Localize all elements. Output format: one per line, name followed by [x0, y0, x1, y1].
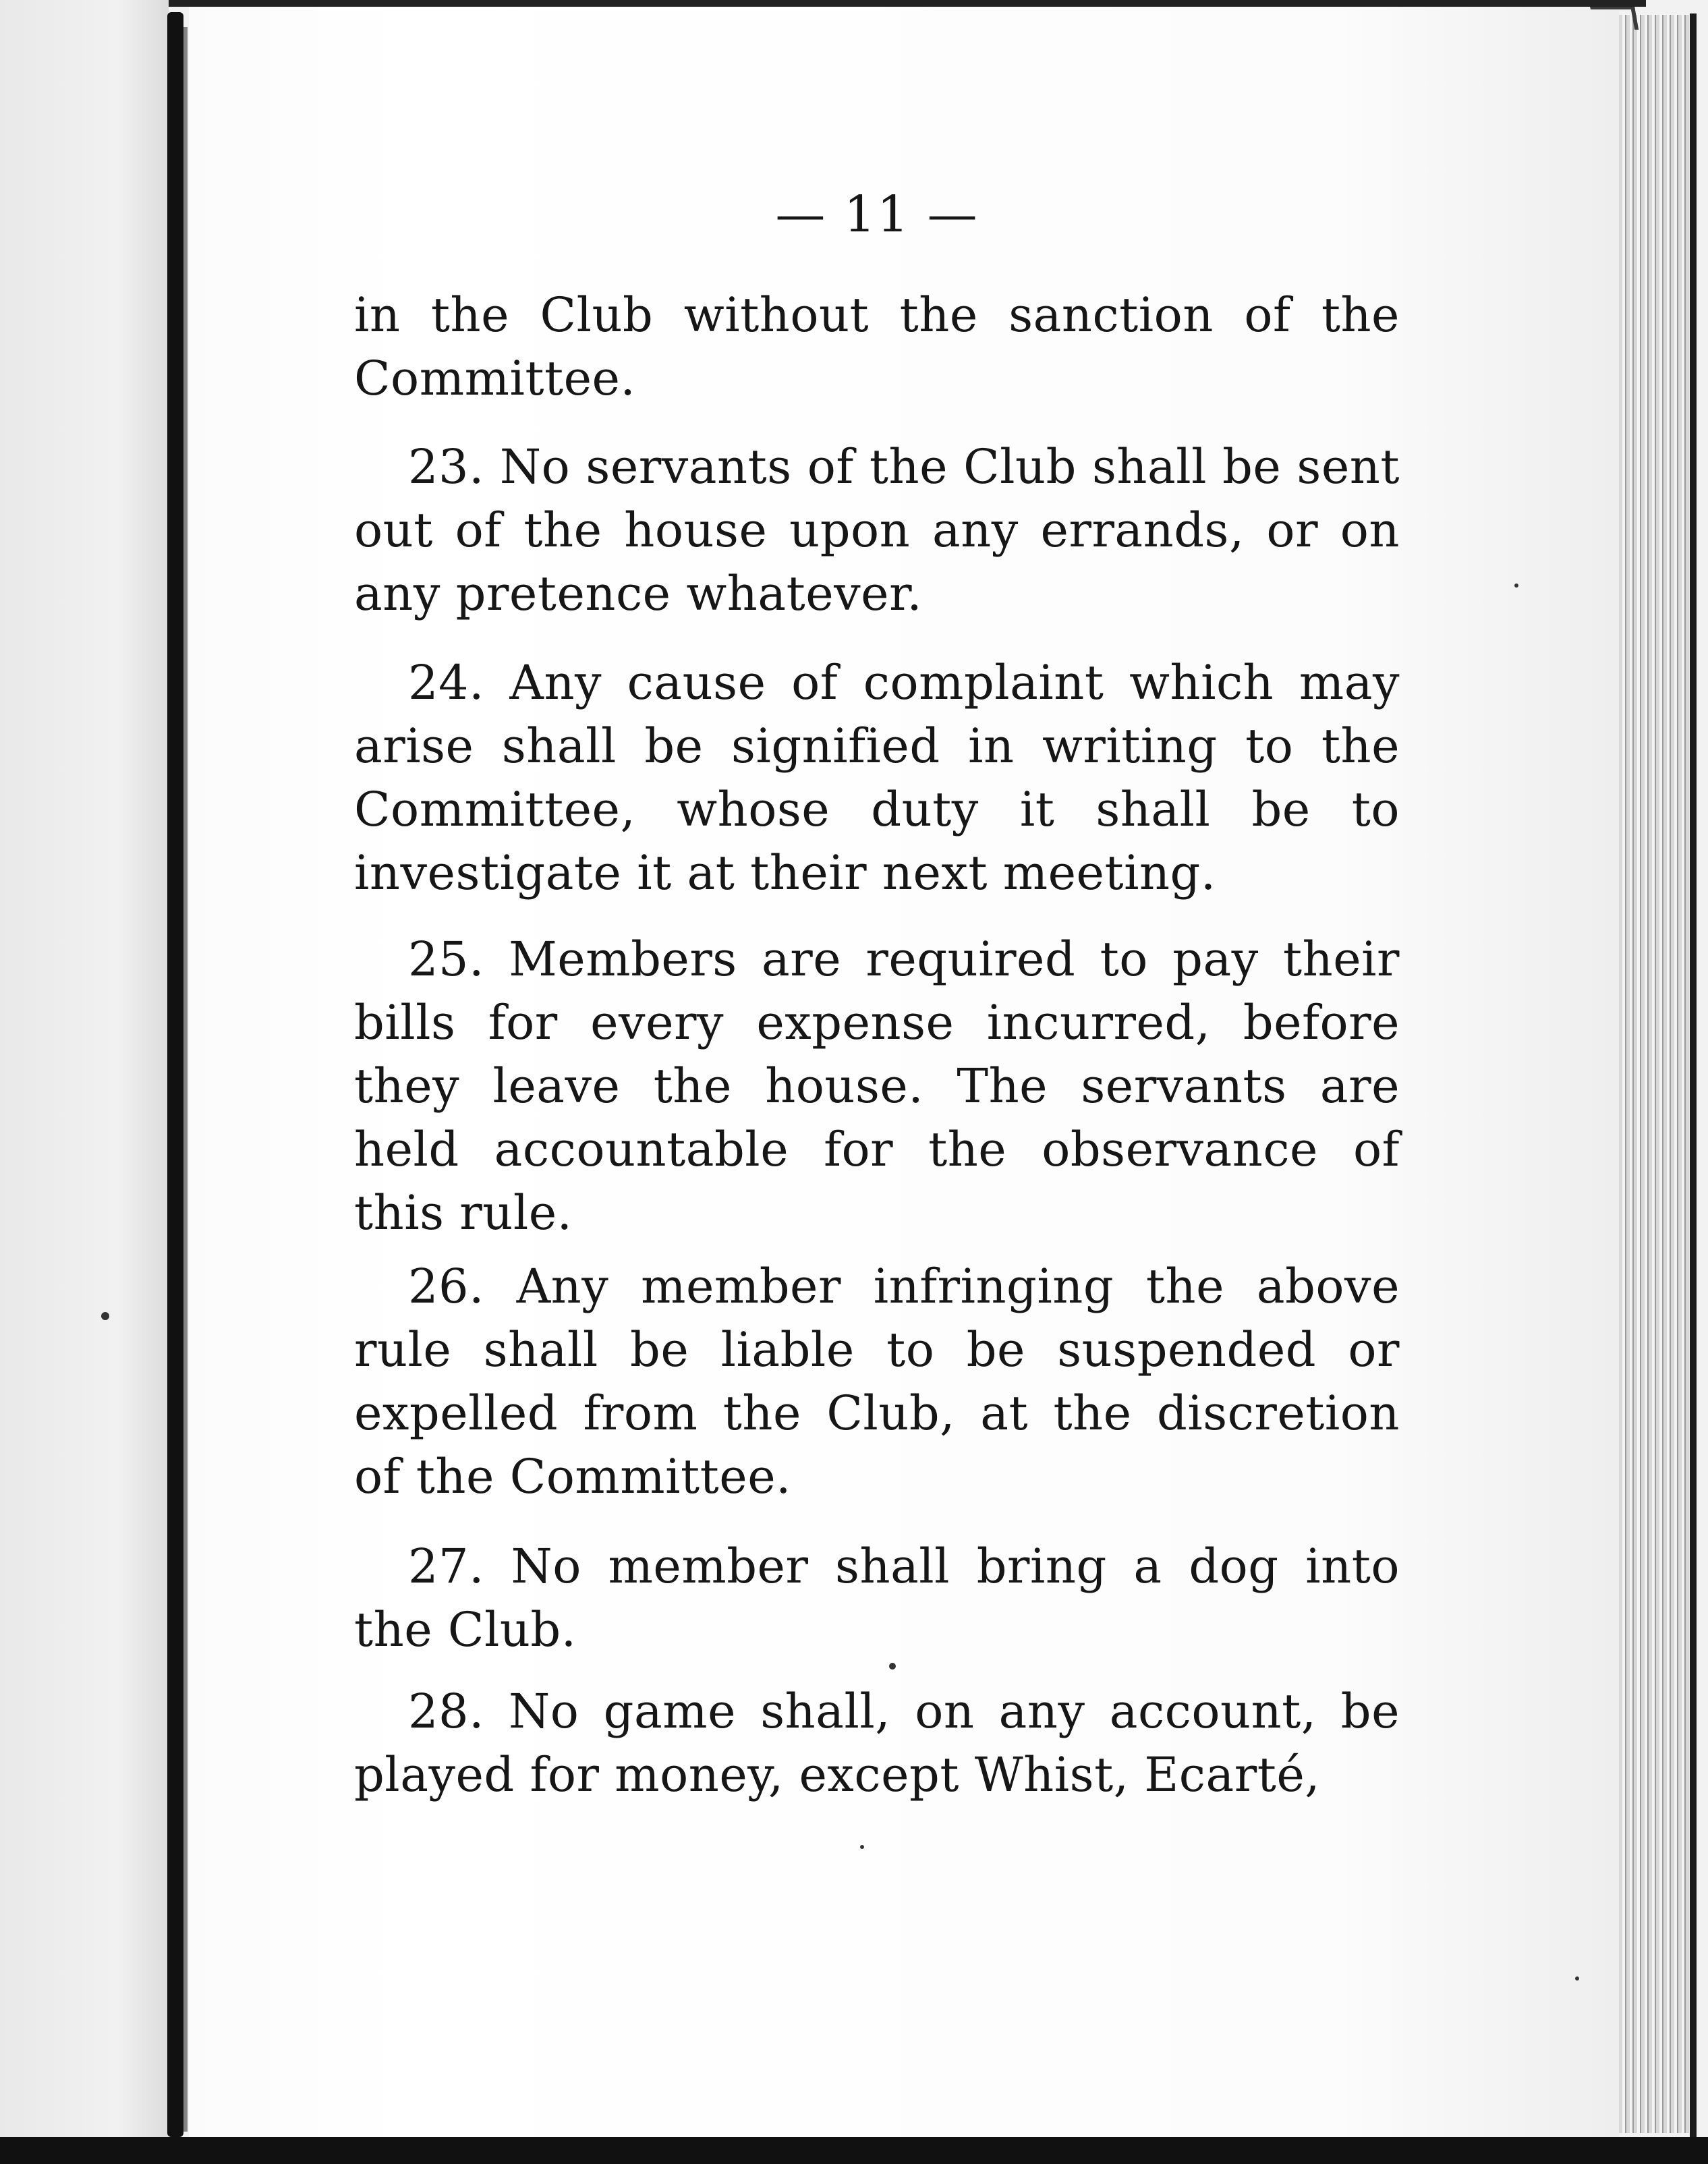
page-corner: [1590, 5, 1639, 30]
left-page-edge: [0, 0, 169, 2164]
rule-24: [354, 651, 1400, 905]
speck: [1575, 1976, 1579, 1981]
rule-28-text: 28. No game shall, on any account, be played for money, except Whist, Ecarté,: [354, 1684, 1400, 1802]
rule-26: [354, 1255, 1400, 1508]
rule-23: [354, 435, 1400, 625]
rule-27: [354, 1535, 1400, 1661]
page-stack-edges: [1619, 15, 1697, 2133]
rule-25: [354, 928, 1400, 1245]
rule-23-text: 23. No servants of the Club shall be sent out of the house upon any errands, or on any pretence whatever.: [354, 439, 1400, 621]
rule-26-text: 26. Any member infringing the above rule shall be liable to be suspended or expelled from the Club, at the discretion of the Committee.: [354, 1259, 1400, 1504]
rule-27-text: 27. No member shall bring a dog into the Club.: [354, 1539, 1400, 1657]
rule-25-text: 25. Members are required to pay their bills for every expense incurred, before they leave the house. The servants are held accountable for the observance of this rule.: [354, 932, 1400, 1241]
spine-shadow: [183, 27, 188, 2132]
speck: [860, 1845, 864, 1849]
speck: [101, 1312, 109, 1320]
book-spine: [167, 12, 183, 2137]
bottom-border: [0, 2137, 1708, 2164]
top-border: [169, 0, 1646, 7]
paragraph-continuation: in the Club without the sanction of the Committee.: [354, 287, 1400, 406]
rule-24-text: 24. Any cause of complaint which may arise shall be signified in writing to the Committee, whose duty it shall be to investigate it at their next meeting.: [354, 655, 1400, 901]
speck: [889, 1663, 896, 1670]
speck: [1514, 583, 1518, 588]
page-number: — 11 —: [775, 186, 979, 244]
right-border: [1690, 13, 1697, 2138]
rule-28: [354, 1680, 1400, 1806]
